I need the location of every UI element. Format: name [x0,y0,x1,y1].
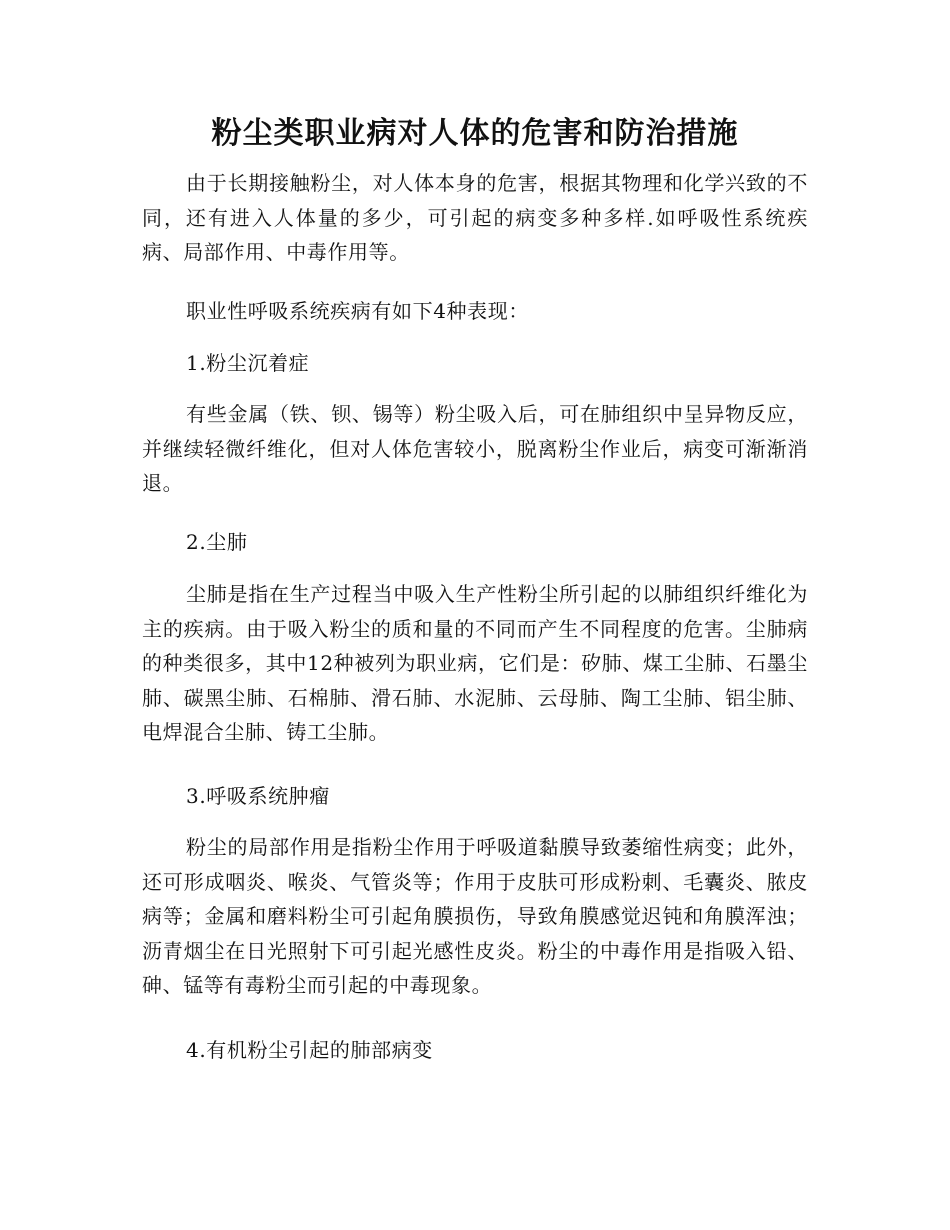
section-body-3: 粉尘的局部作用是指粉尘作用于呼吸道黏膜导致萎缩性病变；此外，还可形成咽炎、喉炎、气管炎等；作用于皮肤可形成粉刺、毛囊炎、脓皮病等；金属和磨料粉尘可引起角膜损伤，导致角膜感觉迟钝和角膜浑浊；沥青烟尘在日光照射下可引起光感性皮炎。粉尘的中毒作用是指吸入铅、砷、锰等有毒粉尘而引起的中毒现象。 [142,835,808,997]
intro-paragraph: 由于长期接触粉尘，对人体本身的危害，根据其物理和化学兴致的不同，还有进入人体量的多少，可引起的病变多种多样.如呼吸性系统疾病、局部作用、中毒作用等。 [142,171,808,264]
section-heading-3: 3.呼吸系统肿瘤 [186,784,330,808]
section-heading-1: 1.粉尘沉着症 [186,351,310,375]
document-title: 粉尘类职业病对人体的危害和防治措施 [211,116,739,151]
section-body-1: 有些金属（铁、钡、锡等）粉尘吸入后，可在肺组织中呈异物反应，并继续轻微纤维化，但对人体危害较小，脱离粉尘作业后，病变可渐渐消退。 [142,402,808,495]
lead-paragraph: 职业性呼吸系统疾病有如下4种表现： [186,299,529,323]
section-heading-2: 2.尘肺 [186,530,248,554]
section-body-2: 尘肺是指在生产过程当中吸入生产性粉尘所引起的以肺组织纤维化为主的疾病。由于吸入粉尘的质和量的不同而产生不同程度的危害。尘肺病的种类很多，其中12种被列为职业病，它们是：矽肺、煤工尘肺、石墨尘肺、碳黑尘肺、石棉肺、滑石肺、水泥肺、云母肺、陶工尘肺、铝尘肺、电焊混合尘肺、铸工尘肺。 [142,582,808,744]
section-heading-4: 4.有机粉尘引起的肺部病变 [186,1038,433,1062]
